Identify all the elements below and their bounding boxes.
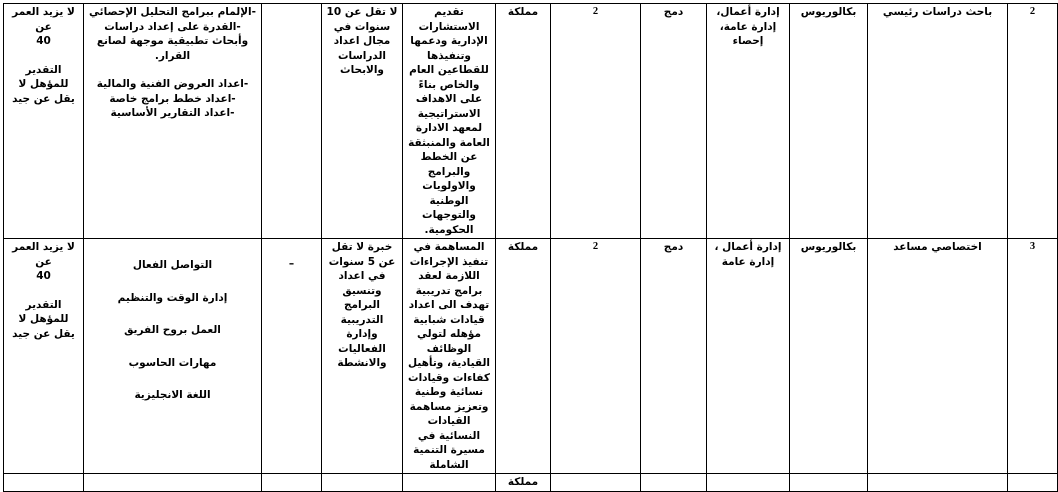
dash-cell [262,474,322,492]
qualification-cell [790,474,868,492]
qualification-cell: بكالوريوس [790,239,868,474]
skill-line: التواصل الفعال [132,259,213,271]
merge-cell [641,474,707,492]
skill-line: -اعداد خطط برامج خاصة [109,92,236,105]
experience-cell: لا تقل عن 10 سنوات في مجال اعداد الدراسات والابحاث [322,4,403,239]
row-number [1008,474,1058,492]
table-row [4,239,1058,474]
experience-cell [322,474,403,492]
skill-line: اللغة الانجليزية [134,389,211,401]
skill-line: مهارات الحاسوب [128,356,217,369]
skill-line: -اعداد العروض الفنية والمالية [96,78,249,90]
specialization-cell: إدارة أعمال ، إدارة عامة [707,239,790,474]
grade-requirement: التقدير للمؤهل لا يقل عن جيد [12,298,75,340]
age-limit-value: 40 [36,35,51,47]
category-cell: مملكة [496,239,551,474]
row-number: 3 [1008,239,1058,474]
dash-cell: – [262,239,322,474]
job-title-cell [868,474,1008,492]
grade-requirement: التقدير للمؤهل لا يقل عن جيد [12,63,75,105]
job-title-cell: اختصاصي مساعد [868,239,1008,474]
job-title-cell: باحث دراسات رئيسي [868,4,1008,239]
row-number: 2 [1008,4,1058,239]
skill-line: -الإلمام ببرامج التحليل الإحصائي [89,6,256,18]
age-gap [7,284,80,298]
table-row [4,4,1058,239]
skills-cell [84,4,262,239]
count-cell: 2 [551,4,641,239]
dash-cell [262,4,322,239]
experience-cell: خبرة لا تقل عن 5 سنوات في اعداد وتنسيق البرامج التدريبية وإدارة الفعاليات والانشطة [322,239,403,474]
qualification-cell: بكالوريوس [790,4,868,239]
skill-line: إدارة الوقت والتنظيم [117,291,228,304]
skills-cell [84,474,262,492]
specialization-cell [707,474,790,492]
age-limit-text: لا يزيد العمر عن [12,6,75,33]
count-cell [551,474,641,492]
skill-line: -القدرة على إعداد دراسات وأبحاث تطبيقية موجهة لصانع القرار. [96,20,249,62]
skill-spacer [87,63,258,77]
age-limit-value: 40 [36,270,51,282]
age-cell [4,474,84,492]
description-cell: المساهمة في تنفيذ الإجراءات اللازمة لعقد برامج تدريبية تهدف الى اعداد قيادات شبابية مؤهله لتولي الوظائف القيادية، وتأهيل كفاءات وقيادات نسائية وطنية وتعزيز مساهمة القيادات النسائية في مسيرة التنمية الشاملة [403,239,496,474]
merge-cell: دمج [641,239,707,474]
skill-line: -اعداد التقارير الأساسية [110,107,235,119]
age-cell [4,239,84,474]
category-cell: مملكة [496,474,551,492]
description-cell [403,474,496,492]
age-gap [7,49,80,63]
skill-line: العمل بروح الفريق [124,324,221,336]
category-cell: مملكة [496,4,551,239]
description-cell: تقديم الاستشارات الإدارية ودعمها وتنفيذها للقطاعين العام والخاص بناءً على الاهداف الاستراتيجية لمعهد الادارة العامة والمنبثقة عن الخطط والبرامج والاولويات الوطنية والتوجهات الحكومية. [403,4,496,239]
age-cell [4,4,84,239]
jobs-table [3,3,1058,492]
specialization-cell: إدارة أعمال، إدارة عامة، إحصاء [707,4,790,239]
merge-cell: دمج [641,4,707,239]
skills-cell [84,239,262,474]
table-row [4,474,1058,492]
age-limit-text: لا يزيد العمر عن [12,241,75,268]
count-cell: 2 [551,239,641,474]
